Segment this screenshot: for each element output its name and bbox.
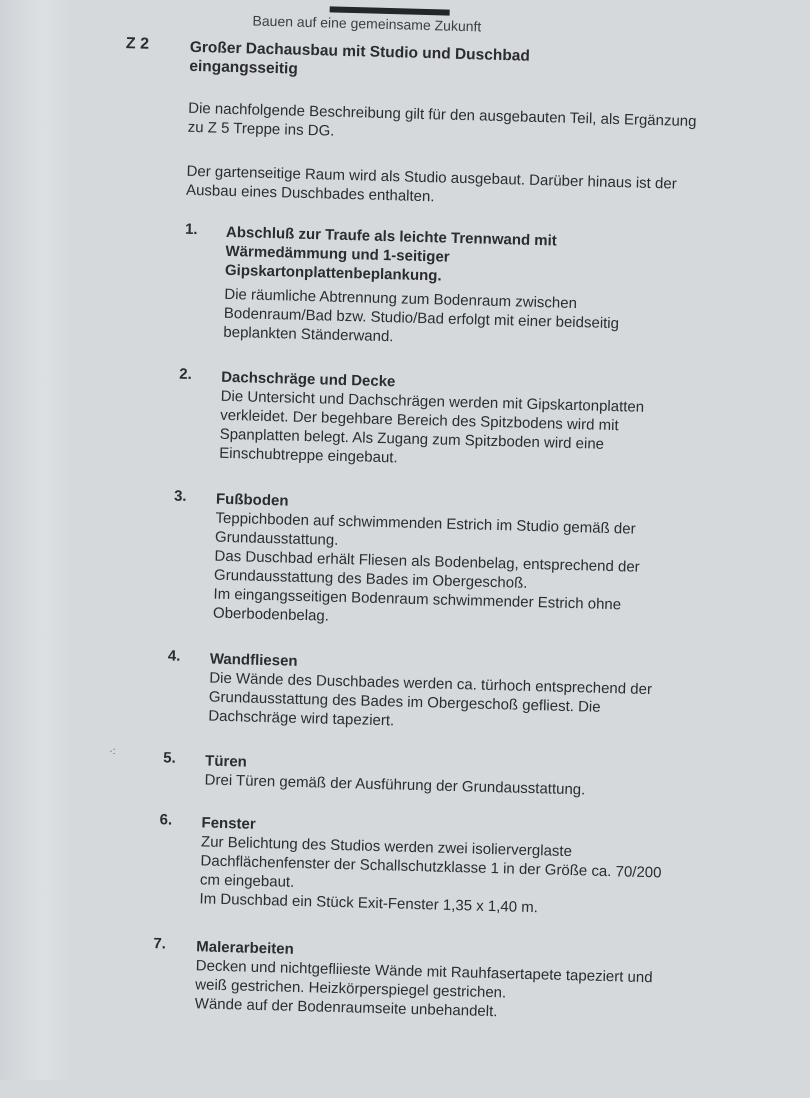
item-body: Decken und nichtgefliieste Wände mit Rauhfasertapete tapeziert und weiß gestrichen. Heizkörperspiegel gestrichen. Wände auf der Bodenraumseite unbehandelt. [194, 957, 653, 1021]
intro-paragraph-1: Die nachfolgende Beschreibung gilt für den ausgebauten Teil, als Ergänzung zu Z 5 Treppe ins DG. [187, 99, 697, 140]
scan-speck: ·: [109, 745, 116, 758]
item-number: 3. [173, 487, 187, 505]
item-body: Teppichboden auf schwimmenden Estrich im Studio gemäß der Grundausstattung. Das Duschbad erhält Fliesen als Bodenbelag, entsprechend der Grundausstattung des Bades im Obergeschoß. Im eingangsseitigen Bodenraum schwimmender Estrich ohne Oberbodenbelag. [212, 509, 640, 625]
item-body: Zur Belichtung des Studios werden zwei isolierverglaste Dachflächenfenster der Schallschutzklasse 1 in der Größe ca. 70/200 cm eingebaut. Im Duschbad ein Stück Exit-Fenster 1,35 x 1,40 m. [199, 833, 662, 917]
item-number: 1. [184, 220, 198, 239]
item-body: Die räumliche Abtrennung zum Bodenraum zwischen Bodenraum/Bad bzw. Studio/Bad erfolgt mit einer beidseitig beplankten Ständerwand. [223, 285, 620, 346]
item-number: 4. [167, 647, 181, 665]
item-number: 7. [153, 935, 167, 953]
section-title: Großer Dachausbau mit Studio und Duschbad eingangsseitig [189, 38, 531, 78]
item-number: 5. [163, 749, 176, 767]
item-number: 6. [159, 811, 173, 829]
item-title: Fußboden [215, 490, 289, 510]
section-code: Z 2 [125, 35, 150, 53]
item-title: Malerarbeiten [196, 938, 295, 958]
item-body: Die Wände des Duschbades werden ca. türhoch entsprechend der Grundausstattung des Bades im Obergeschoß gefliest. Die Dachschräge wird tapeziert. [208, 669, 653, 730]
letterhead-tagline: Bauen auf eine gemeinsame Zukunft [252, 12, 482, 35]
item-title: Wandfliesen [209, 650, 298, 670]
item-title: Fenster [201, 814, 256, 833]
item-body: Die Untersicht und Dachschrägen werden mit Gipskartonplatten verkleidet. Der begehbare Bereich des Spitzbodens wird mit Spanplatten belegt. Als Zugang zum Spitzboden wird eine Einschubtreppe eingebaut. [218, 387, 645, 467]
item-title: Abschluß zur Traufe als leichte Trennwand mit Wärmedämmung und 1-seitiger Gipskartonplattenbeplankung. [224, 223, 558, 285]
item-number: 2. [179, 365, 193, 383]
item-title: Dachschräge und Decke [220, 368, 396, 391]
item-title: Türen [204, 752, 248, 771]
intro-paragraph-2: Der gartenseitige Raum wird als Studio ausgebaut. Darüber hinaus ist der Ausbau eines Duschbades enthalten. [185, 162, 677, 206]
item-body: Drei Türen gemäß der Ausführung der Grundausstattung. [204, 771, 586, 799]
